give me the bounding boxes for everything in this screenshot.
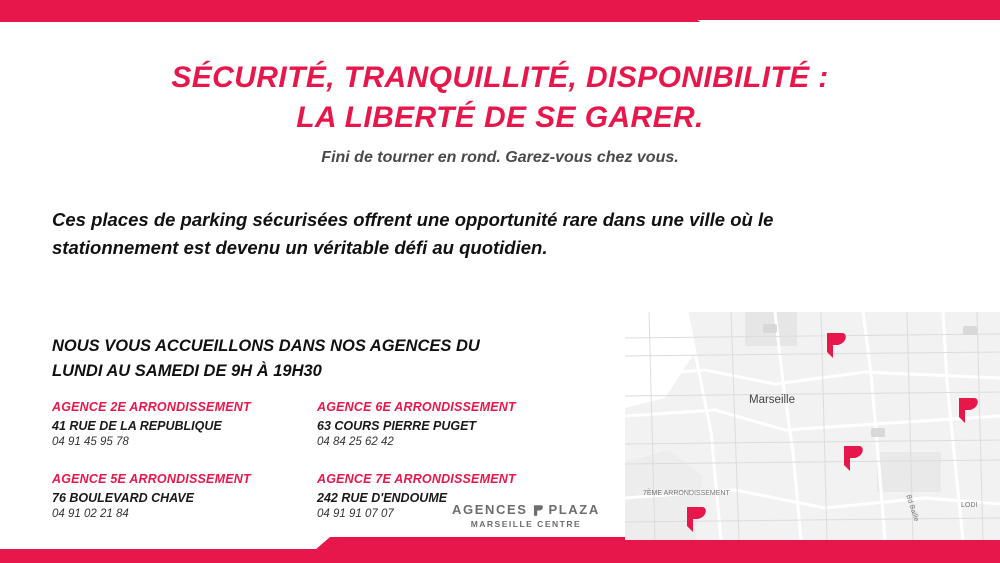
map-pin-icon[interactable] <box>823 330 849 360</box>
agency-phone[interactable]: 04 84 25 62 42 <box>317 436 394 448</box>
agency-card <box>52 400 317 448</box>
lead-line-2: stationnement est devenu un véritable défi au quotidien. <box>52 237 548 259</box>
agency-card <box>317 400 582 448</box>
map-graphic <box>625 312 1000 540</box>
locations-map[interactable] <box>625 312 1000 540</box>
plaza-p-icon <box>532 504 545 517</box>
map-label-district: 7ÈME ARRONDISSEMENT <box>643 490 730 497</box>
brand-logo-primary <box>452 502 600 517</box>
map-label-bd-baille: Bd Baille <box>904 494 920 523</box>
agency-phone[interactable]: 04 91 45 95 78 <box>52 436 129 448</box>
page-subtitle: Fini de tourner en rond. Garez-vous chez vous. <box>321 149 679 167</box>
agency-phone[interactable]: 04 91 91 07 07 <box>317 508 394 520</box>
brand-word-plaza: PLAZA <box>548 502 600 517</box>
map-pin-icon[interactable] <box>955 395 981 425</box>
lead-line-1: Ces places de parking sécurisées offrent une opportunité rare dans une ville où le <box>52 209 774 230</box>
opening-hours-line-1: NOUS VOUS ACCUEILLONS DANS NOS AGENCES DU <box>52 337 480 355</box>
brand-tagline: MARSEILLE CENTRE <box>470 519 582 529</box>
agency-name: AGENCE 5E ARRONDISSEMENT <box>52 472 251 486</box>
agency-phone[interactable]: 04 91 02 21 84 <box>52 508 129 520</box>
brand-logo <box>452 502 600 529</box>
opening-hours-line-2: LUNDI AU SAMEDI DE 9H À 19H30 <box>52 361 322 380</box>
opening-hours <box>52 334 572 384</box>
map-label-lodi: LODI <box>961 502 978 509</box>
agency-address: 41 RUE DE LA REPUBLIQUE <box>52 419 222 433</box>
agency-address: 63 COURS PIERRE PUGET <box>317 419 477 433</box>
map-label-marseille: Marseille <box>749 394 796 406</box>
brand-word-agences: AGENCES <box>452 502 528 517</box>
bottom-accent-bar-left <box>0 549 330 563</box>
agency-name: AGENCE 2E ARRONDISSEMENT <box>52 400 251 414</box>
page-title-line-2: LA LIBERTÉ DE SE GARER. <box>296 100 704 134</box>
agency-name: AGENCE 7E ARRONDISSEMENT <box>317 472 516 486</box>
agency-name: AGENCE 6E ARRONDISSEMENT <box>317 400 516 414</box>
headline-block <box>0 58 1000 167</box>
agency-card <box>52 472 317 520</box>
agency-address: 242 RUE D'ENDOUME <box>317 491 448 505</box>
map-pin-icon[interactable] <box>683 504 709 534</box>
page-title-line-1: SÉCURITÉ, TRANQUILLITÉ, DISPONIBILITÉ : <box>171 61 829 94</box>
agency-address: 76 BOULEVARD CHAVE <box>52 491 194 505</box>
lead-paragraph <box>52 206 948 262</box>
map-pin-icon[interactable] <box>840 443 866 473</box>
